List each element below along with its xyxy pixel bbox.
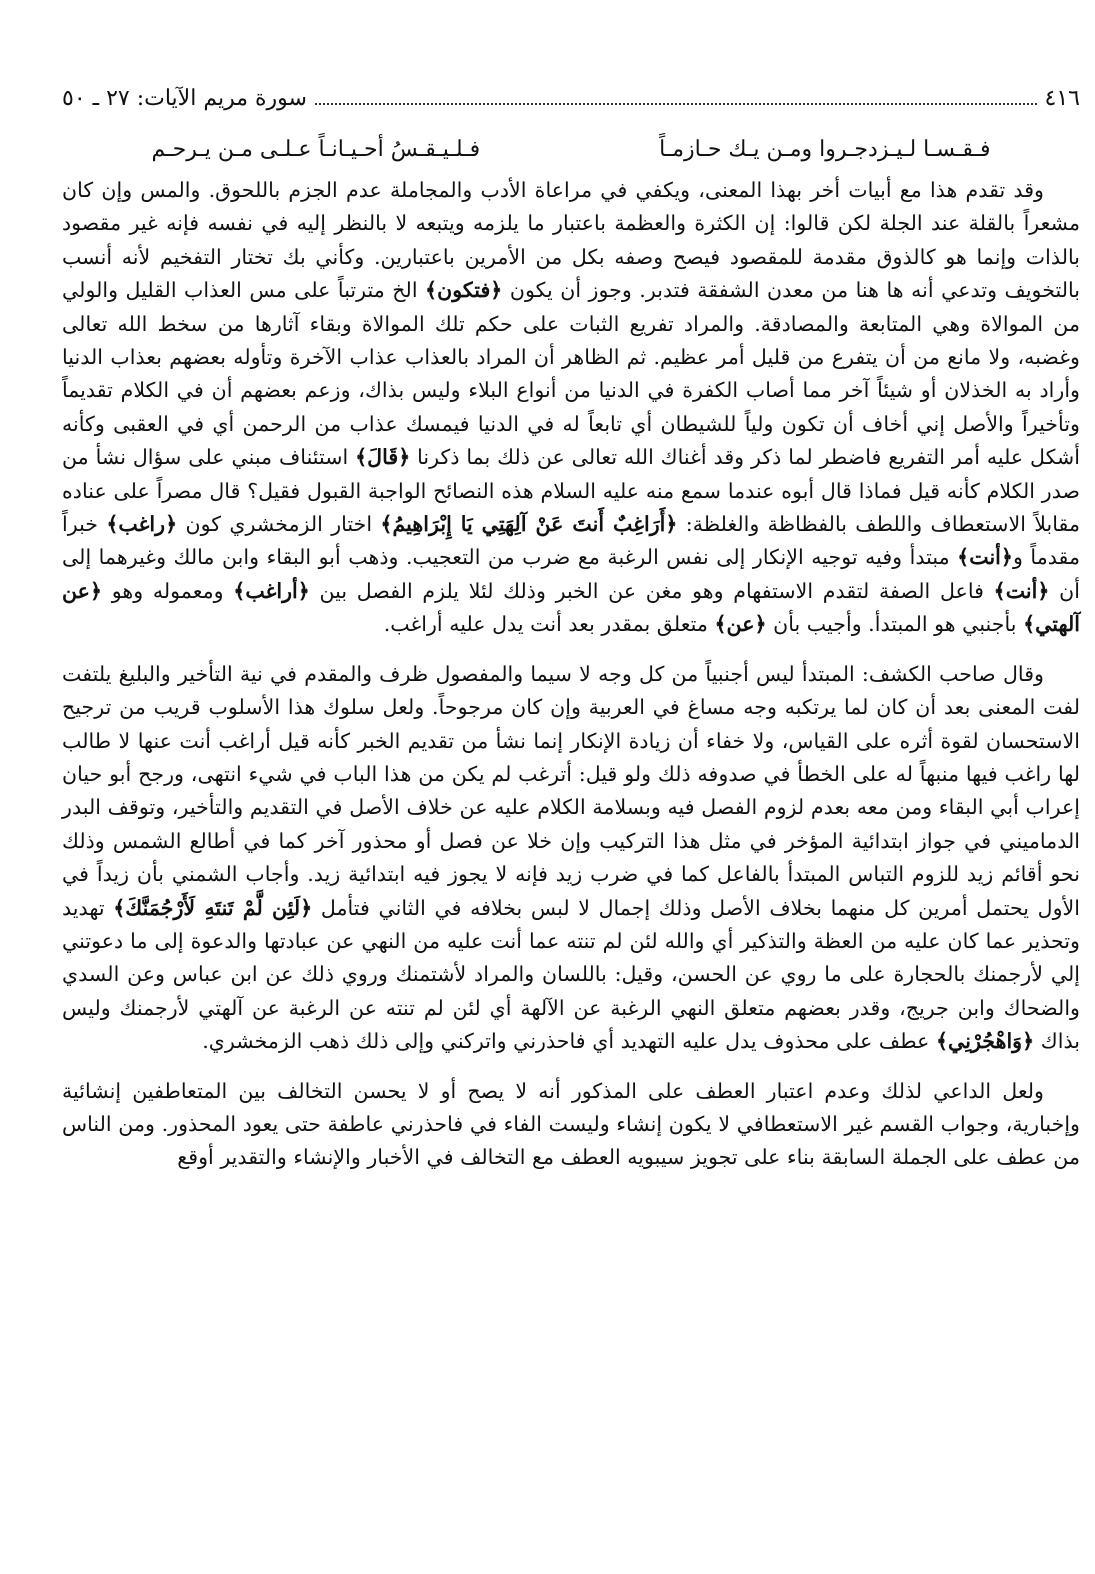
text-segment: مبتدأ وفيه توجيه الإنكار إلى نفس الرغبة مع ضرب من التعجيب. وذهب أبو البقاء وابن مالك وغيرهما إلى أن xyxy=(62,545,1080,603)
paragraph xyxy=(62,174,1080,642)
surah-title: سورة مريم الآيات: ٢٧ ـ ٥٠ xyxy=(62,86,307,111)
quran-quote: ﴿عن﴾ xyxy=(714,612,767,637)
poem-hemistich-right: فـقـسـا لـيـزدجـروا ومـن يـك حـازمـاً xyxy=(659,137,991,162)
quran-quote: ﴿فتكون﴾ xyxy=(425,278,503,303)
text-segment: بأجنبي هو المبتدأ. وأجيب بأن xyxy=(766,612,1024,637)
quran-quote: ﴿وَاهْجُرْنِي﴾ xyxy=(935,1029,1035,1054)
quran-quote: ﴿لَئِن لَّمْ تَنتَهِ لَأَرْجُمَنَّكَ﴾ xyxy=(113,895,313,920)
quran-quote: ﴿عن آلهتي﴾ xyxy=(62,578,1080,637)
paragraph-gap xyxy=(62,1059,1080,1075)
text-segment: تهديد وتحذير عما كان عليه من العظة والتذكير أي والله لئن لم تنته عما أنت عليه من النهي عن عبادتها والدعوة إلى ما دعوتني إلي لأرجمنك بالحجارة على ما روي عن الحسن، وقيل: باللسان والمراد لأشتمنك وروي ذلك عن ابن عباس وعن السدي والضحاك وابن جريج، وقدر بعضهم متعلق النهي الرغبة عن الآلهة أي لئن لم تنته عن الرغبة عن آلهتي لأرجمنك وليس بذاك xyxy=(62,895,1080,1054)
page-header xyxy=(62,84,1080,118)
text-segment: الخ مترتباً على مس العذاب القليل والولي من الموالاة وهي المتابعة والمصادقة. والمراد تفريع الثبات على حكم تلك الموالاة وبقاء آثارها من سخط الله تعالى وغضبه، ولا مانع من أن يتفرع من قليل أمر عظيم. ثم الظاهر أن المراد بالعذاب عذاب الآخرة وتأوله بعضهم بعذاب الدنيا وأراد به الخذلان أو شيئاً آخر مما أصاب الكفرة في الدنيا من أنواع البلاء وليس بذاك، وزعم بعضهم أن في الكلام تقديماً وتأخيراً والأصل إني أخاف أن تكون ولياً للشيطان أي تابعاً له في الدنيا فيمسك عذاب من الرحمن أي في العقبى وكأنه أشكل عليه أمر التفريع فاضطر لما ذكر وقد أغناك الله تعالى عن ذلك بما ذكرنا xyxy=(62,278,1080,470)
quran-quote: ﴿أراغب﴾ xyxy=(233,578,310,603)
text-segment: متعلق بمقدر بعد أنت يدل عليه أراغب. xyxy=(383,612,715,637)
quran-quote: ﴿قَالَ﴾ xyxy=(355,445,411,470)
page-number: ٤١٦ xyxy=(1044,86,1080,111)
quran-quote: ﴿راغب﴾ xyxy=(106,512,178,537)
text-segment: اختار الزمخشري كون xyxy=(177,512,381,537)
text-segment: خبراً مقدماً و xyxy=(62,512,1080,570)
body-text xyxy=(62,174,1080,1175)
text-segment: عطف على محذوف يدل عليه التهديد أي فاحذرني واتركني وإلى ذلك ذهب الزمخشري. xyxy=(202,1029,936,1054)
document-page xyxy=(62,84,1080,1175)
text-segment: وقال صاحب الكشف: المبتدأ ليس أجنبياً من كل وجه لا سيما والمفصول ظرف والمقدم في نية التأخير والبليغ يلتفت لفت المعنى بعد أن كان لما يرتكبه وجه مساغ في العربية وإن كان مرجوحاً. ولعل سلوك هذا الأسلوب قريب من ترجيح الاستحسان لقوة أثره على القياس، ولا خفاء أن زيادة الإنكار إنما نشأ من تقديم الخبر كأنه قيل أراغب أنت عنها لا طالب لها راغب فيها منبهاً له على الخطأ في صدوفه ذلك ولو قيل: أترغب لم يكن من هذا الباب في شيء انتهى، ورجح أبو حيان إعراب أبي البقاء ومن معه بعدم لزوم الفصل فيه وبسلامة الكلام عليه عن خلاف الأصل في التقديم والتأخير، وتوقف البدر الدماميني في جواز ابتدائية المؤخر في مثل هذا التركيب وإن خلا عن فصل أو محذور آخر كما في أطالع الشمس وذلك نحو أقائم زيد للزوم التباس المبتدأ بالفاعل كما في ضرب زيد فإنه لا يجوز فيه ابتدائية زيد. وأجاب الشمني بأن زيداً في الأول يحتمل أمرين كل منهما بخلاف الأصل وذلك إجمال لا لبس بخلافه في الثاني فتأمل xyxy=(62,661,1080,920)
paragraph xyxy=(62,658,1080,1059)
poem-verse xyxy=(62,130,1080,170)
quran-quote: ﴿أنت﴾ xyxy=(993,578,1050,603)
text-segment: ولعل الداعي لذلك وعدم اعتبار العطف على المذكور أنه لا يصح أو لا يحسن التخالف بين المتعاطفين إنشائية وإخبارية، وجواب القسم غير الاستعطافي لا يكون إنشاء وليست الفاء في فاحذرني عاطفة حتى يعود المحذور. ومن الناس من عطف على الجملة السابقة بناء على تجويز سيبويه العطف مع التخالف في الأخبار والإنشاء والتقدير أوقع xyxy=(62,1078,1080,1170)
quran-quote: ﴿أنت﴾ xyxy=(957,545,1013,570)
text-segment: وقد تقدم هذا مع أبيات أخر بهذا المعنى، ويكفي في مراعاة الأدب والمجاملة عدم الجزم باللحوق. والمس وإن كان مشعراً بالقلة عند الجلة لكن قالوا: إن الكثرة والعظمة باعتبار ما يلزمه ويتبعه لا بالنظر إليه في نفسه فإنه غير مقصود بالذات وإنما هو كالذوق مقدمة للمقصود فيصح وصفه بكل من الأمرين باعتبارين. وكأني بك تختار التفخيم لأنه أنسب بالتخويف وتدعي أنه ها هنا من معدن الشفقة فتدبر. وجوز أن يكون xyxy=(62,178,1080,303)
text-segment: استئناف مبني على سؤال نشأ من صدر الكلام كأنه قيل فماذا قال أبوه عندما سمع منه عليه السلام هذه النصائح الواجبة القبول فقيل؟ قال مصراً على عناده مقابلاً الاستعطاف واللطف بالفظاظة والغلظة: xyxy=(62,445,1080,537)
poem-hemistich-left: فـلـيـقـسُ أحـيـانـاً عـلـى مـن يـرحـم xyxy=(151,137,481,162)
quran-quote: ﴿أَرَاغِبٌ أَنتَ عَنْ آلِهَتِي يَا إِبْرَاهِيمُ﴾ xyxy=(380,512,678,537)
header-leader-dots xyxy=(315,85,1037,105)
text-segment: فاعل الصفة لتقدم الاستفهام وهو مغن عن الخبر وذلك لئلا يلزم الفصل بين xyxy=(309,578,994,603)
paragraph-gap xyxy=(62,642,1080,658)
paragraph xyxy=(62,1075,1080,1175)
text-segment: ومعموله وهو xyxy=(102,578,234,603)
